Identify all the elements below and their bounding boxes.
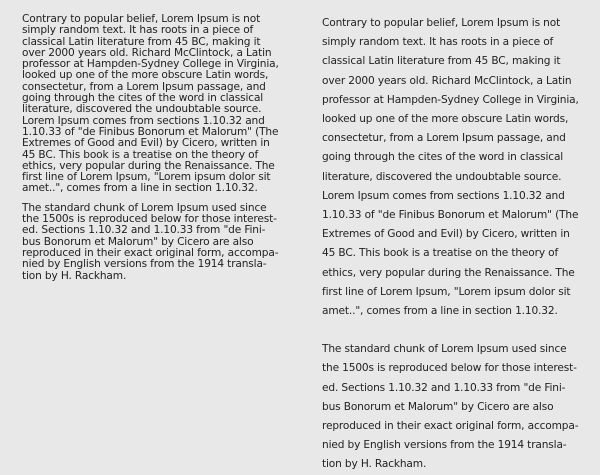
left-text-column [22, 14, 304, 282]
left-paragraph-2: The standard chunk of Lorem Ipsum used since the 1500s is reproduced below for those interest- ed. Sections 1.10.32 and 1.10.33 from "de Fini- bus Bonorum et Malorum" by Cicero are also reproduced in their exact original form, accompa- nied by English versions from the 1914 transla- tion by H. Rackham. [22, 201, 279, 282]
right-paragraph-1: Contrary to popular belief, Lorem Ipsum is not simply random text. It has roots in a piece of classical Latin literature from 45 BC, making it over 2000 years old. Richard McClintock, a Latin professor at Hampden-Sydney College in Virginia, looked up one of the more obscure Latin words, consectetur, from a Lorem Ipsum passage, and going through the cites of the word in classical literature, discovered the undoubtable source. Lorem Ipsum comes from sections 1.10.32 and 1.10.33 of "de Finibus Bonorum et Malorum" (The Extremes of Good and Evil) by Cicero, written in 45 BC. This book is a treatise on the theory of ethics, very popular during the Renaissance. The first line of Lorem Ipsum, "Lorem ipsum dolor sit amet..", comes from a line in section 1.10.32. [322, 17, 579, 318]
left-paragraph-1: Contrary to popular belief, Lorem Ipsum is not simply random text. It has roots in a piece of classical Latin literature from 45 BC, making it over 2000 years old. Richard McClintock, a Latin professor at Hampden-Sydney College in Virginia, looked up one of the more obscure Latin words, consectetur, from a Lorem Ipsum passage, and going through the cites of the word in classical literature, discovered the undoubtable source. Lorem Ipsum comes from sections 1.10.32 and 1.10.33 of "de Finibus Bonorum et Malorum" (The Extremes of Good and Evil) by Cicero, written in 45 BC. This book is a treatise on the theory of ethics, very popular during the Renaissance. The first line of Lorem Ipsum, "Lorem ipsum dolor sit amet..", comes from a line in section 1.10.32. [22, 13, 279, 195]
right-paragraph-2: The standard chunk of Lorem Ipsum used since the 1500s is reproduced below for those interest- ed. Sections 1.10.32 and 1.10.33 from "de Fini- bus Bonorum et Malorum" by Cicero are also reproduced in their exact original form, accompa- nied by English versions from the 1914 transla- tion by H. Rackham. [322, 343, 579, 471]
right-text-column [322, 14, 590, 475]
